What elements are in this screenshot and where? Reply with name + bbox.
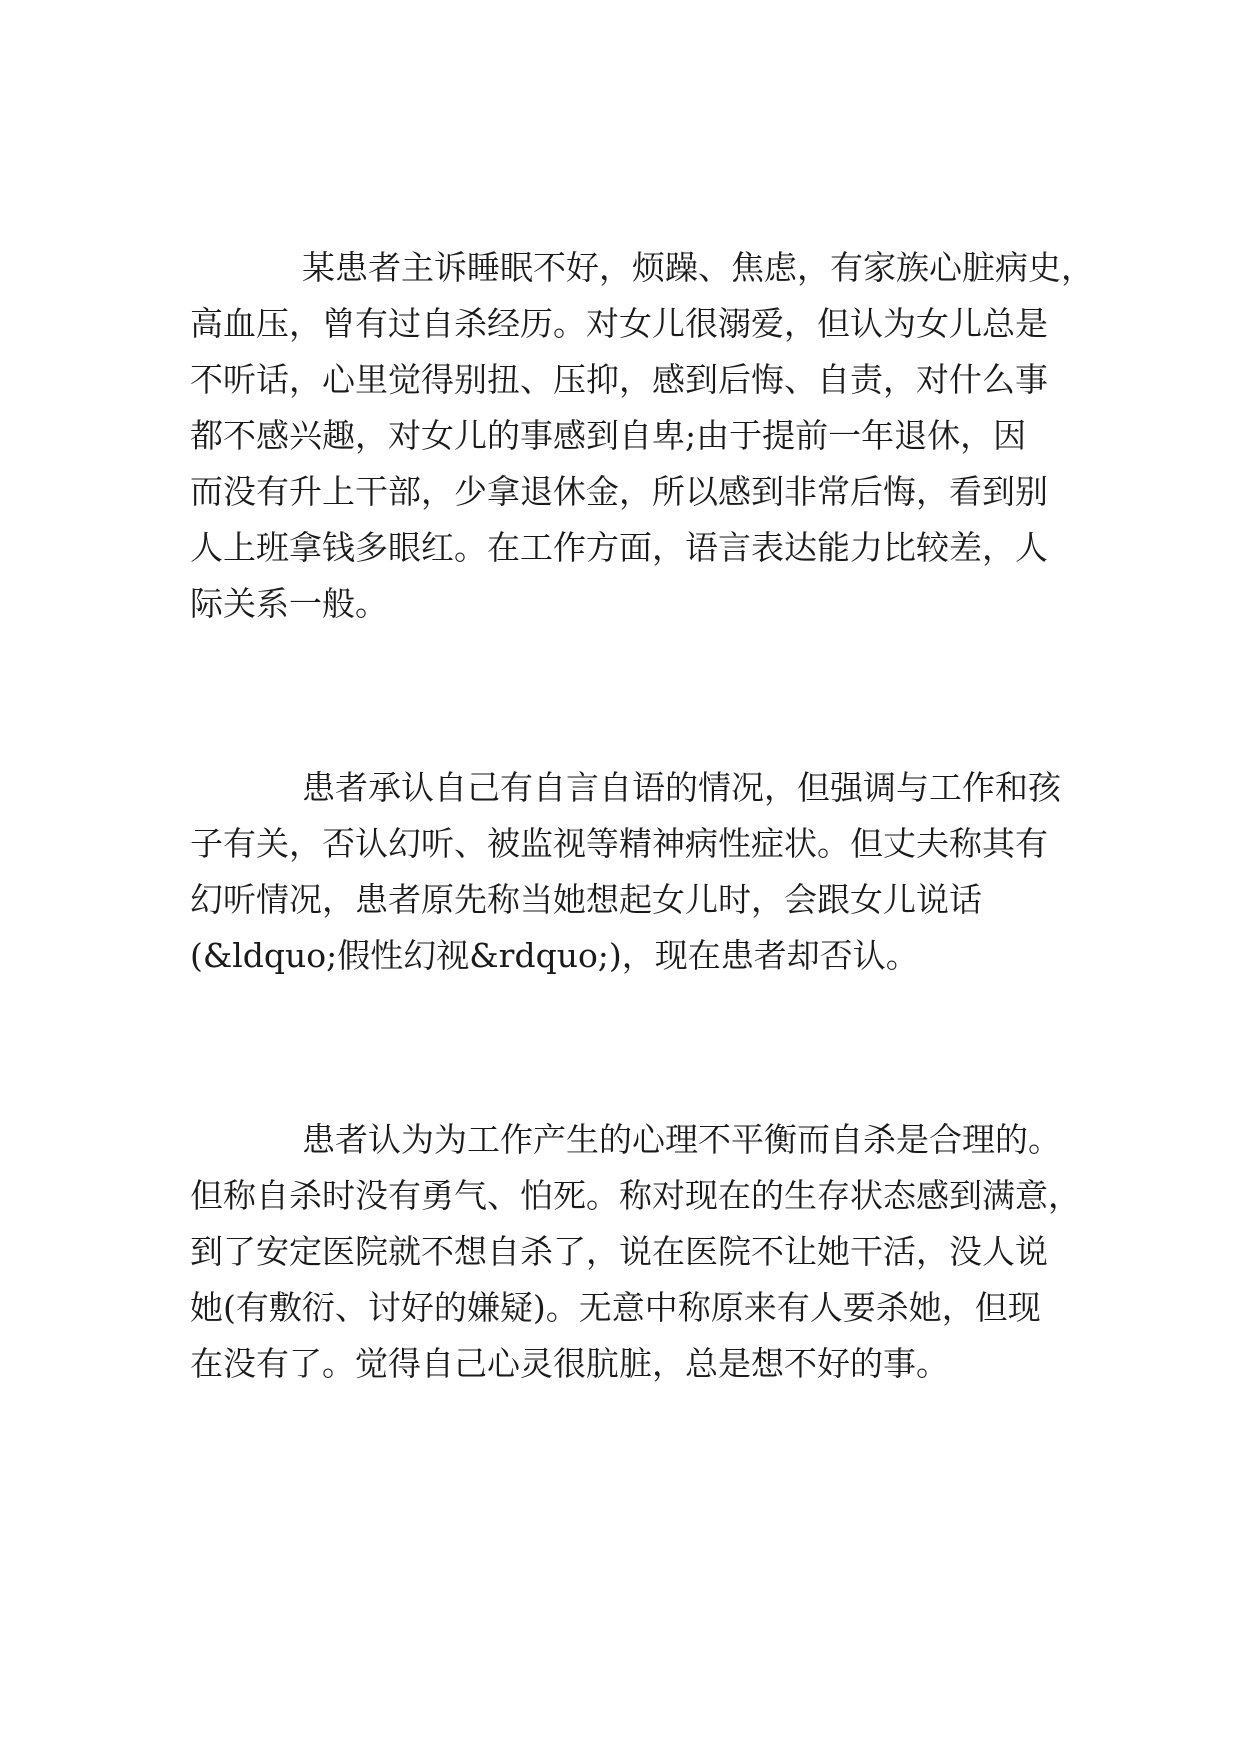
text-line: 幻听情况，患者原先称当她想起女儿时，会跟女儿说话 bbox=[190, 880, 982, 919]
text-line: (&ldquo;假性幻视&rdquo;)，现在患者却否认。 bbox=[190, 936, 919, 975]
text-line: 患者承认自己有自言自语的情况，但强调与工作和孩 bbox=[302, 768, 1061, 807]
text-line: 而没有升上干部，少拿退休金，所以感到非常后悔，看到别 bbox=[190, 472, 1048, 511]
text-line: 到了安定医院就不想自杀了，说在医院不让她干活，没人说 bbox=[190, 1232, 1048, 1271]
text-line: 在没有了。觉得自己心灵很肮脏，总是想不好的事。 bbox=[190, 1344, 949, 1383]
text-line: 际关系一般。 bbox=[190, 584, 388, 623]
text-line: 高血压，曾有过自杀经历。对女儿很溺爱，但认为女儿总是 bbox=[190, 304, 1048, 343]
text-line: 不听话，心里觉得别扭、压抑，感到后悔、自责，对什么事 bbox=[190, 360, 1048, 399]
text-line: 子有关，否认幻听、被监视等精神病性症状。但丈夫称其有 bbox=[190, 824, 1048, 863]
text-line: 人上班拿钱多眼红。在工作方面，语言表达能力比较差，人 bbox=[190, 528, 1048, 567]
text-line: 都不感兴趣，对女儿的事感到自卑;由于提前一年退休，因 bbox=[190, 416, 1027, 455]
text-line: 某患者主诉睡眠不好，烦躁、焦虑，有家族心脏病史， bbox=[302, 248, 1094, 287]
text-line: 患者认为为工作产生的心理不平衡而自杀是合理的。 bbox=[302, 1120, 1061, 1159]
text-line: 但称自杀时没有勇气、怕死。称对现在的生存状态感到满意， bbox=[190, 1176, 1081, 1215]
text-line: 她(有敷衍、讨好的嫌疑)。无意中称原来有人要杀她，但现 bbox=[190, 1288, 1041, 1327]
